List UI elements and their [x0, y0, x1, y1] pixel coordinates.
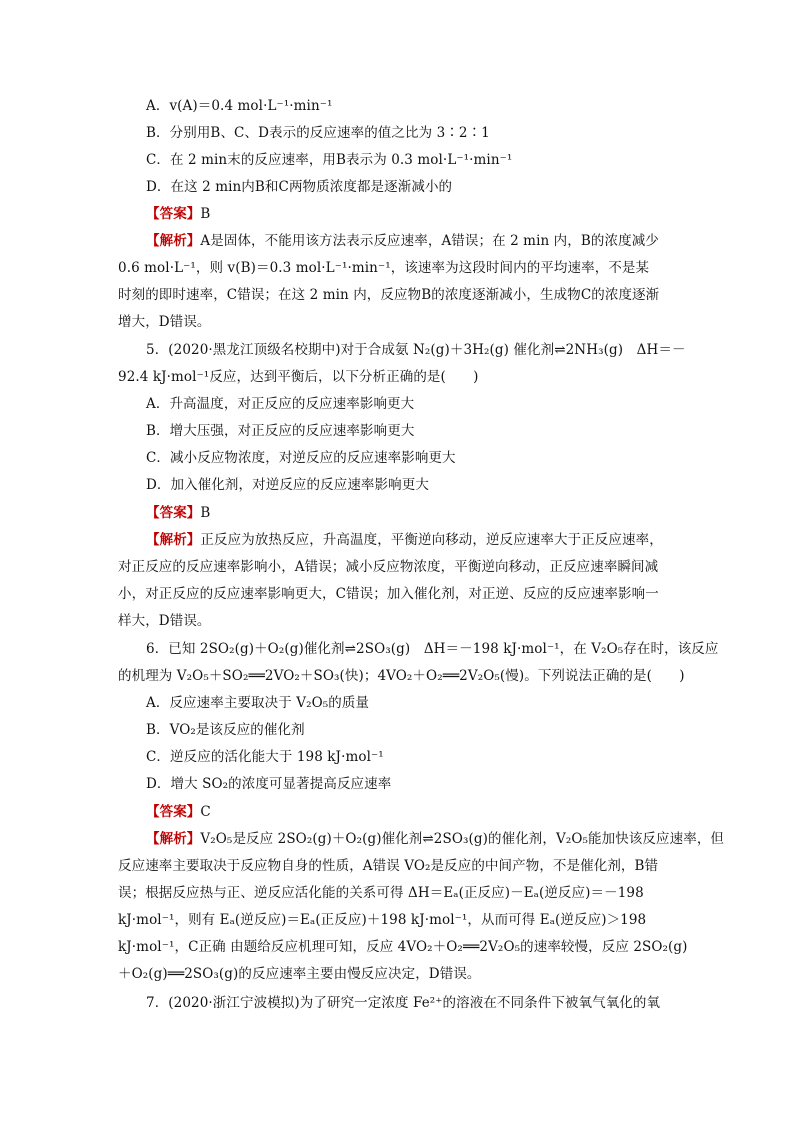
- analysis-text: V₂O₅是反应 2SO₂(g)＋O₂(g)催化剂⇌2SO₃(g)的催化剂，V₂O₅能加快该反应速率，但: [200, 831, 725, 847]
- answer-value: C: [200, 804, 211, 820]
- analysis-text: 正反应为放热反应，升高温度，平衡逆向移动，逆反应速率大于正反应速率，: [200, 532, 663, 548]
- q6-option-d: D．增大 SO₂的浓度可显著提高反应速率: [146, 776, 392, 792]
- q6-stem-line-2: 的机理为 V₂O₅＋SO₂══2VO₂＋SO₃(快)；4VO₂＋O₂══2V₂O₅(慢)。下列说法正确的是( ): [118, 668, 685, 684]
- q6-analysis-line-5: kJ·mol⁻¹，C正确 由题给反应机理可知，反应 4VO₂＋O₂══2V₂O₅的速率较慢，反应 2SO₂(g): [118, 939, 688, 955]
- q5-analysis-line-4: 样大，D错误。: [118, 613, 211, 629]
- q5-analysis-line-3: 小，对正反应的反应速率影响更大，C错误；加入催化剂，对正逆、反应的反应速率影响一: [118, 586, 659, 602]
- q5-stem-line-1: 5．(2020·黑龙江顶级名校期中)对于合成氨 N₂(g)＋3H₂(g) 催化剂⇌2NH₃(g) ΔH＝－: [146, 342, 686, 358]
- q4-option-d: D．在这 2 min内B和C两物质浓度都是逐渐减小的: [146, 179, 453, 195]
- q7-stem-line-1: 7．(2020·浙江宁波模拟)为了研究一定浓度 Fe²⁺的溶液在不同条件下被氧气氧化的氧: [146, 995, 661, 1011]
- q4-analysis-line-2: 0.6 mol·L⁻¹，则 v(B)＝0.3 mol·L⁻¹·min⁻¹，该速率为这段时间内的平均速率，不是某: [118, 260, 650, 276]
- q5-analysis-line-2: 对正反应的反应速率影响小，A错误；减小反应物浓度，平衡逆向移动，正反应速率瞬间减: [118, 559, 659, 575]
- q5-option-b: B．增大压强，对正反应的反应速率影响更大: [146, 423, 415, 439]
- q5-option-a: A．升高温度，对正反应的反应速率影响更大: [146, 396, 415, 412]
- analysis-text: A是固体，不能用该方法表示反应速率，A错误；在 2 min 内，B的浓度减少: [200, 233, 659, 249]
- q6-option-a: A．反应速率主要取决于 V₂O₅的质量: [146, 695, 370, 711]
- q5-option-c: C．减小反应物浓度，对逆反应的反应速率影响更大: [146, 450, 456, 466]
- q5-answer: [146, 503, 706, 523]
- q6-answer: [146, 802, 706, 822]
- q6-analysis-line-2: 反应速率主要取决于反应物自身的性质，A错误 VO₂是反应的中间产物，不是催化剂，B错: [118, 858, 659, 874]
- answer-value: B: [200, 206, 211, 222]
- q6-option-c: C．逆反应的活化能大于 198 kJ·mol⁻¹: [146, 749, 384, 765]
- analysis-label: 【解析】: [146, 233, 201, 249]
- q5-option-d: D．加入催化剂，对逆反应的反应速率影响更大: [146, 477, 429, 493]
- answer-label: 【答案】: [146, 505, 201, 521]
- answer-label: 【答案】: [146, 206, 201, 222]
- q4-option-a: A．v(A)＝0.4 mol·L⁻¹·min⁻¹: [146, 98, 333, 114]
- q6-analysis-line-1: [146, 829, 725, 849]
- analysis-label: 【解析】: [146, 532, 201, 548]
- q4-analysis-line-1: [146, 231, 706, 251]
- q6-option-b: B．VO₂是该反应的催化剂: [146, 722, 305, 738]
- q4-option-c: C．在 2 min末的反应速率，用B表示为 0.3 mol·L⁻¹·min⁻¹: [146, 152, 513, 168]
- q4-answer: [146, 204, 706, 224]
- analysis-label: 【解析】: [146, 831, 201, 847]
- answer-label: 【答案】: [146, 804, 201, 820]
- q5-stem-line-2: 92.4 kJ·mol⁻¹反应，达到平衡后，以下分析正确的是( ): [118, 369, 479, 385]
- q4-analysis-line-3: 时刻的即时速率，C错误；在这 2 min 内，反应物B的浓度逐渐减小，生成物C的浓度逐渐: [118, 287, 660, 303]
- q6-stem-line-1: 6．已知 2SO₂(g)＋O₂(g)催化剂⇌2SO₃(g) ΔH＝－198 kJ·mol⁻¹，在 V₂O₅存在时，该反应: [146, 641, 719, 657]
- q4-analysis-line-4: 增大，D错误。: [118, 314, 211, 330]
- q6-analysis-line-4: kJ·mol⁻¹，则有 Eₐ(逆反应)＝Eₐ(正反应)＋198 kJ·mol⁻¹，从而可得 Eₐ(逆反应)＞198: [118, 912, 647, 928]
- q6-analysis-line-3: 误；根据反应热与正、逆反应活化能的关系可得 ΔH＝Eₐ(正反应)－Eₐ(逆反应)＝－198: [118, 885, 644, 901]
- q4-option-b: B．分别用B、C、D表示的反应速率的值之比为 3∶2∶1: [146, 125, 490, 141]
- q5-analysis-line-1: [146, 530, 706, 550]
- answer-value: B: [200, 505, 211, 521]
- q6-analysis-line-6: ＋O₂(g)══2SO₃(g)的反应速率主要由慢反应决定，D错误。: [118, 966, 481, 982]
